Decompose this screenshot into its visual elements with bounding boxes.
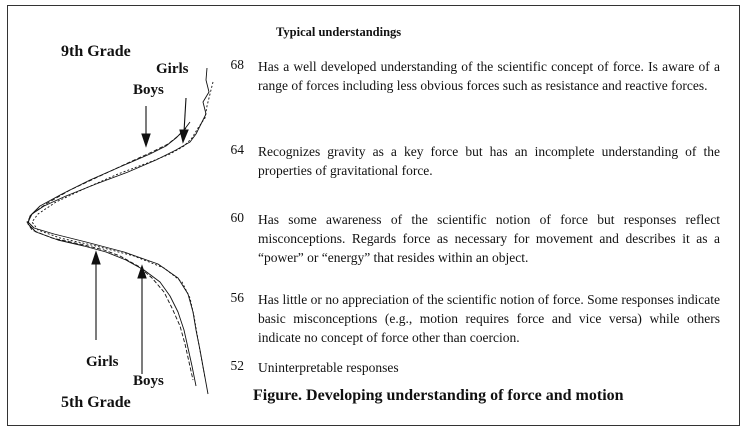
level-score-52: 52 [230,358,244,373]
grade-5th-label: 5th Grade [61,394,131,411]
label-9th-boys: Boys [133,82,164,98]
curve-9th-boys [32,82,213,378]
level-score-56: 56 [230,290,244,305]
typical-understandings-header: Typical understandings [276,25,402,39]
level-score-60: 60 [230,210,244,225]
level-description-64: Recognizes gravity as a key force but has an incomplete understanding of the properties of gravitational force. [258,144,720,178]
arrow-5th-girls-head [92,252,100,264]
arrow-9th-boys-head [142,134,150,146]
label-9th-girls: Girls [156,61,189,77]
grade-9th-label: 9th Grade [61,43,131,60]
level-description-52: Uninterpretable responses [258,360,399,375]
level-description-56: Has little or no appreciation of the scientific notion of force. Some responses indicate basic misconceptions (e.g., motion requires force and vice versa) while others indicate no concept of force other than coercion. [258,292,720,345]
level-description-68: Has a well developed understanding of the scientific concept of force. Is aware of a range of forces including less obvious forces such as resistance and reactive forces. [258,59,720,93]
arrow-9th-girls-head [180,130,188,142]
level-description-60: Has some awareness of the scientific notion of force but responses reflect misconceptions. Regards force as necessary for movement and describes it as a “power” or “energy” that resides within an object. [258,212,720,265]
level-score-64: 64 [230,142,244,157]
curve-9th-girls [28,68,209,394]
label-5th-boys: Boys [133,373,164,389]
figure-caption: Figure. Developing understanding of force and motion [253,387,624,404]
arrow-9th-girls [184,98,186,132]
label-5th-girls: Girls [86,354,119,370]
level-score-68: 68 [230,57,244,72]
curve-5th-girls [28,122,196,386]
